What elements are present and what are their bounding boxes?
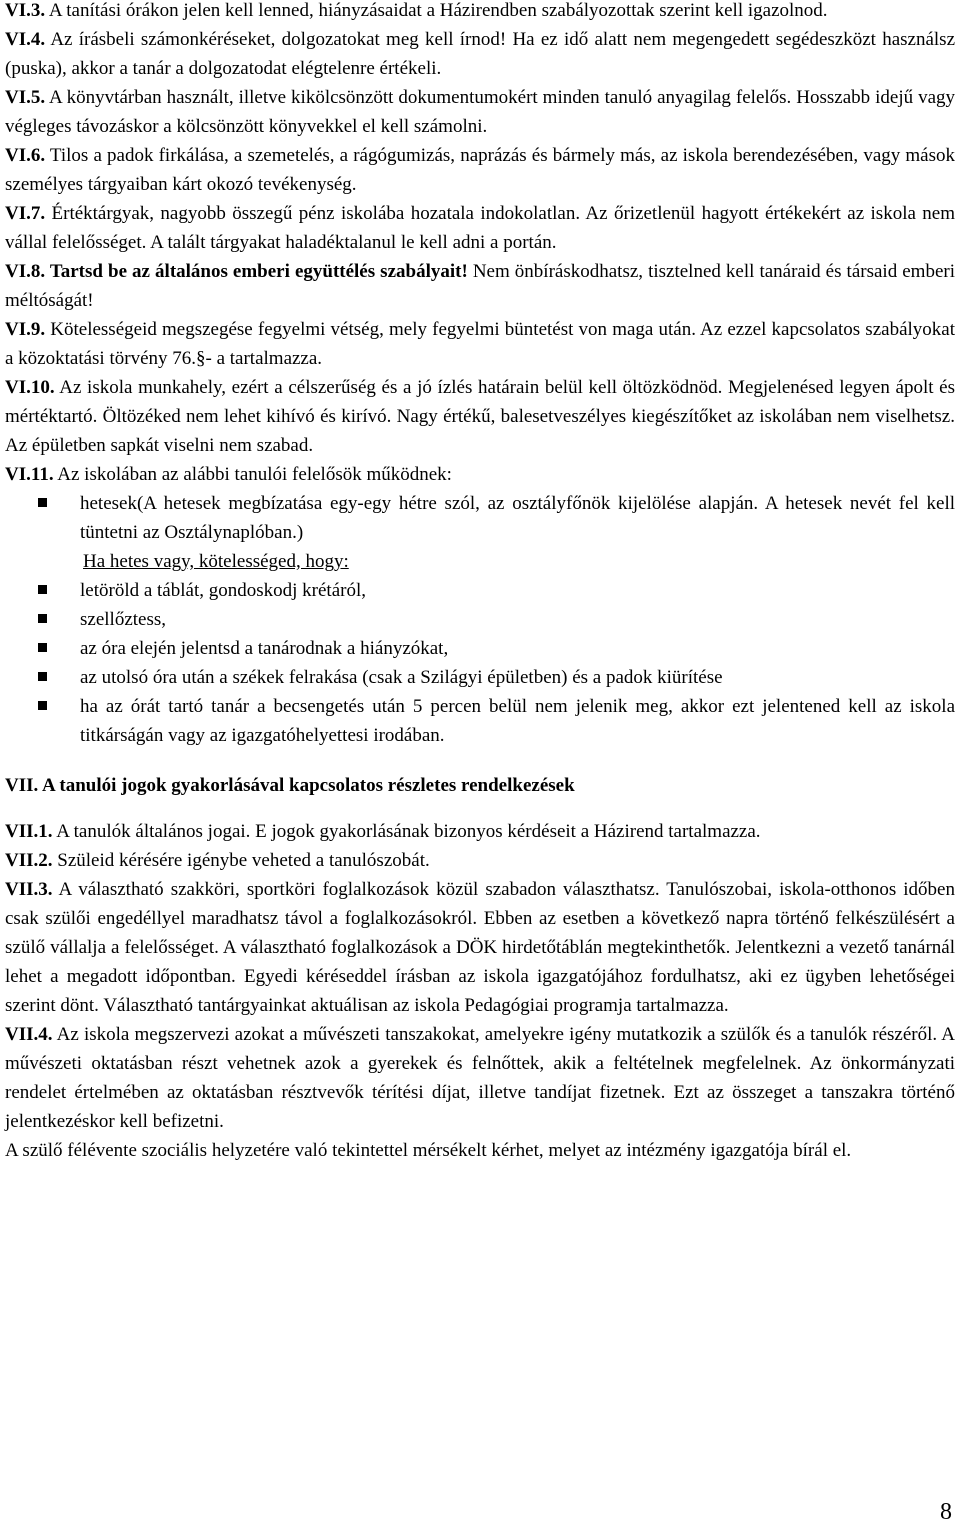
list-item-text: szellőztess, bbox=[80, 609, 167, 630]
list-item bbox=[5, 605, 955, 634]
page-number: 8 bbox=[940, 1499, 952, 1525]
section-text: A könyvtárban használt, illetve kikölcsönzött dokumentumokért minden tanuló anyagilag felelős. Hosszabb idejű vagy végleges távozáskor a kölcsönzött könyvekkel el kell számolni. bbox=[5, 87, 955, 137]
section-text: Nem önbíráskodhatsz, tisztelned kell tanáraid és társaid emberi méltóságát! bbox=[5, 261, 955, 311]
section-bold-text: Tartsd be az általános emberi együttélés szabályait! bbox=[45, 261, 468, 282]
section-vi-5 bbox=[5, 83, 955, 141]
section-text: A tanulók általános jogai. E jogok gyakorlásának bizonyos kérdéseit a Házirend tartalmazza. bbox=[52, 821, 761, 842]
section-number: VI.7. bbox=[5, 203, 46, 224]
square-bullet-icon bbox=[38, 498, 47, 507]
list-item-text: letöröld a táblát, gondoskodj krétáról, bbox=[80, 580, 366, 601]
section-text: Értéktárgyak, nagyobb összegű pénz iskolába hozatala indokolatlan. Az őrizetlenül hagyott értékekért az iskola nem vállal felelősséget. A talált tárgyakat haladéktalanul le kell adni a portán. bbox=[5, 203, 955, 253]
list-item bbox=[5, 692, 955, 750]
list-item-text: ha az órát tartó tanár a becsengetés után 5 percen belül nem jelenik meg, akkor ezt jelentened kell az iskola titkárságán vagy az igazgatóhelyettesi irodában. bbox=[80, 696, 955, 746]
section-vi-10 bbox=[5, 373, 955, 460]
section-number: VII.3. bbox=[5, 879, 53, 900]
chapter-vii-title: VII. A tanulói jogok gyakorlásával kapcsolatos részletes rendelkezések bbox=[5, 775, 575, 796]
section-number: VI.9. bbox=[5, 319, 46, 340]
section-vi-11 bbox=[5, 460, 955, 489]
section-number: VI.5. bbox=[5, 87, 46, 108]
section-number: VII.2. bbox=[5, 850, 53, 871]
section-text: Az iskolában az alábbi tanulói felelősök működnek: bbox=[53, 464, 452, 485]
section-number: VI.10. bbox=[5, 377, 55, 398]
square-bullet-icon bbox=[38, 701, 47, 710]
square-bullet-icon bbox=[38, 643, 47, 652]
section-number: VI.8. bbox=[5, 261, 46, 282]
hetes-duties-heading-text: Ha hetes vagy, kötelességed, hogy: bbox=[83, 551, 349, 572]
section-number: VI.6. bbox=[5, 145, 46, 166]
section-vi-7 bbox=[5, 199, 955, 257]
section-text: Az iskola megszervezi azokat a művészeti tanszakokat, amelyekre igény mutatkozik a szülők és a tanulók részéről. A művészeti oktatásban részt vehetnek azok a gyerekek és felnőttek, akik a feltételnek megfelelnek. Az önkormányzati rendelet értelmében az oktatásban résztvevők térítési díjat, illetve tandíjat fizetnek. Ezt az összeget a tanszakra történő jelentkezéskor kell befizetni. bbox=[5, 1024, 955, 1132]
document-page bbox=[5, 0, 955, 1165]
closing-paragraph: A szülő félévente szociális helyzetére való tekintettel mérsékelt kérhet, melyet az intézmény igazgatója bírál el. bbox=[5, 1140, 852, 1161]
section-number: VI.11. bbox=[5, 464, 54, 485]
section-text: Tilos a padok firkálása, a szemetelés, a rágógumizás, naprázás és bármely más, az iskola berendezésében, vagy mások személyes tárgyaiban kárt okozó tevékenység. bbox=[5, 145, 955, 195]
list-item-text: az utolsó óra után a székek felrakása (csak a Szilágyi épületben) és a padok kiürítése bbox=[80, 667, 723, 688]
section-text: Szüleid kérésére igénybe veheted a tanulószobát. bbox=[52, 850, 430, 871]
responsibles-list bbox=[5, 489, 955, 547]
section-text: A választható szakköri, sportköri foglalkozások közül szabadon választhatsz. Tanulószobai, iskola-otthonos időben csak szülői engedéllyel maradhatsz távol a foglalkozásokról. Ebben az esetben a következő napra történő felkészülésért a szülő vállalja a felelősséget. A választható foglalkozások a DÖK hirdetőtáblán megtekinthetők. Jelentkezni a vezető tanárnál lehet a megadott időpontban. Egyedi kéréseddel írásban az iskola igazgatójához fordulhatsz, aki ez ügyben lehetőségei szerint dönt. Választható tantárgyainkat aktuálisan az iskola Pedagógiai programja tartalmazza. bbox=[5, 879, 955, 1016]
section-number: VII.1. bbox=[5, 821, 53, 842]
section-vii-1 bbox=[5, 817, 955, 846]
section-vii-4 bbox=[5, 1020, 955, 1136]
spacer bbox=[5, 750, 955, 771]
square-bullet-icon bbox=[38, 672, 47, 681]
section-vi-4 bbox=[5, 25, 955, 83]
square-bullet-icon bbox=[38, 614, 47, 623]
section-text: Kötelességeid megszegése fegyelmi vétség, mely fegyelmi büntetést von maga után. Az ezzel kapcsolatos szabályokat a közoktatási törvény 76.§- a tartalmazza. bbox=[5, 319, 955, 369]
section-vi-8 bbox=[5, 257, 955, 315]
list-item bbox=[5, 634, 955, 663]
section-text: Az írásbeli számonkéréseket, dolgozatokat meg kell írnod! Ha ez idő alatt nem megengedett segédeszközt használsz (puska), akkor a tanár a dolgozatodat elégtelenre értékeli. bbox=[5, 29, 955, 79]
spacer bbox=[5, 800, 955, 817]
list-item bbox=[5, 489, 955, 547]
section-number: VII.4. bbox=[5, 1024, 53, 1045]
section-vi-3 bbox=[5, 0, 955, 25]
section-text: A tanítási órákon jelen kell lenned, hiányzásaidat a Házirendben szabályozottak szerint kell igazolnod. bbox=[45, 0, 828, 21]
hetes-duties-list bbox=[5, 576, 955, 750]
list-item-text: az óra elején jelentsd a tanárodnak a hiányzókat, bbox=[80, 638, 449, 659]
section-vii-3 bbox=[5, 875, 955, 1020]
section-vii-2 bbox=[5, 846, 955, 875]
list-item-text: hetesek(A hetesek megbízatása egy-egy hétre szól, az osztályfőnök kijelölése alapján. A hetesek nevét fel kell tüntetni az Osztálynaplóban.) bbox=[80, 493, 955, 543]
square-bullet-icon bbox=[38, 585, 47, 594]
list-item bbox=[5, 663, 955, 692]
section-text: Az iskola munkahely, ezért a célszerűség és a jó ízlés határain belül kell öltözködnöd. Megjelenésed legyen ápolt és mértéktartó. Öltözéked nem lehet kihívó és kirívó. Nagy értékű, balesetveszélyes kiegészítőket az iskolában nem viselhetsz. Az épületben sapkát viselni nem szabad. bbox=[5, 377, 955, 456]
section-vi-6 bbox=[5, 141, 955, 199]
list-item bbox=[5, 576, 955, 605]
section-vi-9 bbox=[5, 315, 955, 373]
section-number: VI.3. bbox=[5, 0, 46, 21]
hetes-duties-heading bbox=[5, 547, 955, 576]
section-number: VI.4. bbox=[5, 29, 46, 50]
